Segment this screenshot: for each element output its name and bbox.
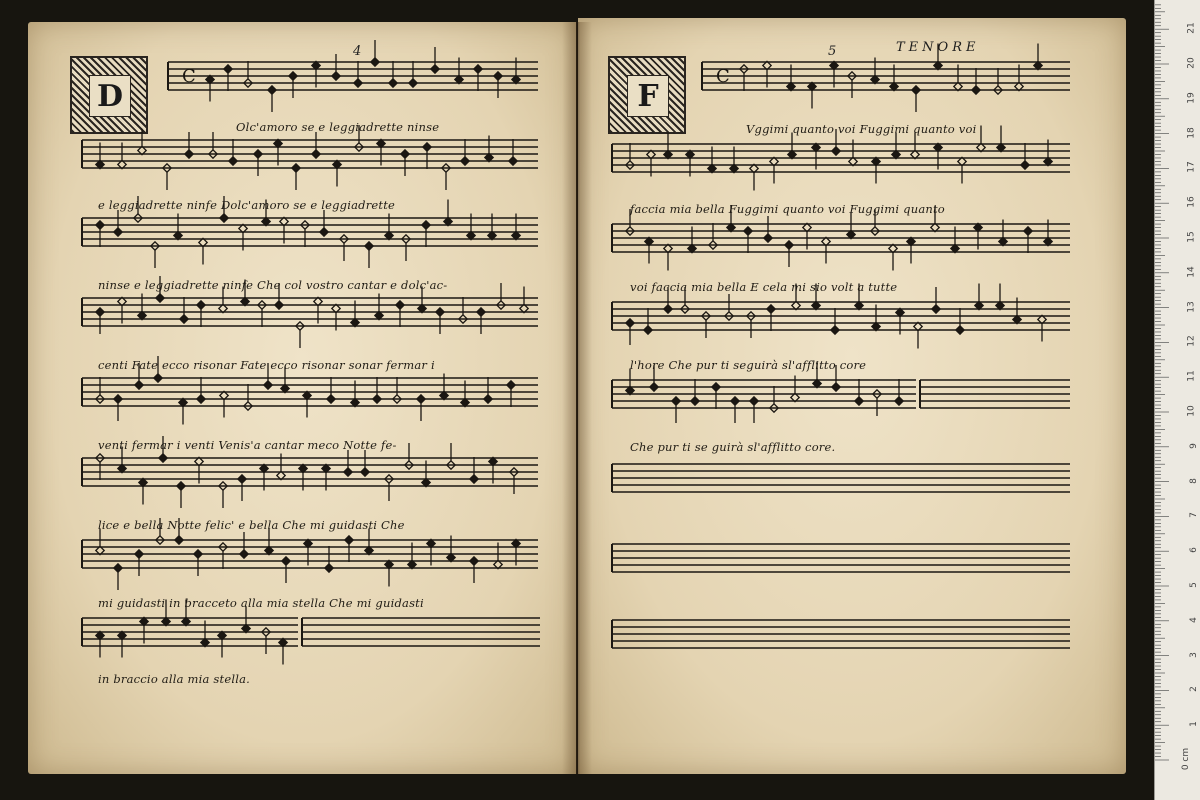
music-staff	[302, 618, 540, 646]
music-staff	[82, 125, 538, 190]
note-head	[254, 150, 262, 158]
lyric-line: centi Fate ecco risonar Fate ecco risonar sonar fermar i	[98, 358, 435, 372]
note-head	[275, 301, 283, 309]
initial-letter-d: D	[89, 75, 131, 117]
note-head	[240, 550, 248, 558]
note-head	[327, 395, 335, 403]
note-head	[509, 157, 517, 165]
note-head	[292, 164, 300, 172]
note-head	[332, 72, 340, 80]
note-head	[764, 234, 772, 242]
note-head	[409, 79, 417, 87]
lyric-line: venti fermar i venti Venis'a cantar meco Notte fe-	[98, 438, 397, 452]
lyric-line: Che pur ti se guirà sl'afflitto core.	[630, 440, 836, 454]
note-head	[114, 395, 122, 403]
lyric-line: l'hore Che pur ti seguirà sl'afflitto core	[630, 358, 867, 372]
note-head	[431, 65, 439, 73]
music-staff	[612, 544, 1070, 572]
music-staff	[702, 44, 1070, 113]
note-head	[177, 482, 185, 490]
ruler-mark-label: 1	[1189, 721, 1200, 728]
lyric-line: mi guidasti in bracceto alla mia stella Che mi guidasti	[98, 596, 424, 610]
note-head	[154, 374, 162, 382]
note-head	[731, 397, 739, 405]
note-head	[396, 301, 404, 309]
note-head	[282, 557, 290, 565]
music-staff	[168, 40, 538, 112]
ruler-mark-label: 2	[1189, 686, 1200, 693]
note-head	[197, 301, 205, 309]
note-head	[114, 228, 122, 236]
note-head	[832, 147, 840, 155]
note-head	[156, 294, 164, 302]
note-head	[268, 86, 276, 94]
note-head	[477, 308, 485, 316]
note-head	[895, 397, 903, 405]
note-head	[185, 150, 193, 158]
right-page-number: 5	[828, 44, 837, 59]
lyric-line: e leggiadrette ninfe Dolc'amoro se e leggiadrette	[98, 198, 396, 212]
ruler-mark-label: 13	[1186, 300, 1197, 313]
note-head	[436, 308, 444, 316]
note-head	[312, 150, 320, 158]
note-head	[373, 395, 381, 403]
ruler-mark-label: 19	[1186, 92, 1197, 104]
note-head	[344, 468, 352, 476]
ruler-mark-label: 7	[1189, 512, 1200, 519]
note-head	[159, 454, 167, 462]
left-page	[28, 22, 576, 774]
ruler-unit-label: 0 cm	[1180, 747, 1191, 771]
note-head	[767, 305, 775, 313]
ruler-mark-label: 5	[1189, 582, 1200, 588]
lyric-line: in braccio alla mia stella.	[98, 672, 251, 686]
note-head	[470, 557, 478, 565]
note-head	[474, 65, 482, 73]
note-head	[712, 383, 720, 391]
note-head	[470, 475, 478, 483]
note-head	[135, 550, 143, 558]
note-head	[345, 536, 353, 544]
mensuration-sign: C	[182, 66, 196, 87]
note-head	[220, 214, 228, 222]
note-head	[180, 315, 188, 323]
ruler-mark-label: 6	[1189, 547, 1200, 554]
note-head	[461, 157, 469, 165]
note-head	[224, 65, 232, 73]
note-head	[831, 326, 839, 334]
note-head	[750, 397, 758, 405]
note-head	[289, 72, 297, 80]
ruler-mark-label: 15	[1186, 231, 1197, 243]
lyric-line: voi faccia mia bella E cela mi sio volt a tutte	[630, 280, 898, 294]
note-head	[371, 58, 379, 66]
voice-part-label: TENORE	[896, 40, 980, 55]
note-head	[956, 326, 964, 334]
right-page	[578, 18, 1126, 774]
note-head	[423, 143, 431, 151]
ruler-mark-label: 17	[1186, 161, 1197, 174]
note-head	[1021, 161, 1029, 169]
note-head	[1024, 227, 1032, 235]
note-head	[194, 550, 202, 558]
measurement-ruler	[1154, 0, 1200, 800]
note-head	[389, 79, 397, 87]
left-page-number: 4	[353, 44, 362, 59]
ruler-mark-label: 14	[1186, 266, 1197, 278]
note-head	[96, 221, 104, 229]
ruler-mark-label: 21	[1186, 22, 1197, 34]
note-head	[361, 468, 369, 476]
ruler-mark-label: 11	[1186, 370, 1197, 382]
left-music-staves	[28, 22, 576, 774]
lyric-line: Vggimi quanto voi Fuggimi quanto voi	[746, 122, 977, 136]
note-head	[96, 308, 104, 316]
note-head	[229, 157, 237, 165]
ruler-mark-label: 4	[1189, 616, 1200, 623]
note-head	[507, 381, 515, 389]
note-head	[664, 305, 672, 313]
note-head	[691, 397, 699, 405]
ruler-mark-label: 9	[1189, 442, 1200, 449]
note-head	[672, 397, 680, 405]
ruler-ticks	[1155, 0, 1200, 800]
note-head	[401, 150, 409, 158]
music-staff	[920, 380, 1070, 408]
note-head	[650, 383, 658, 391]
note-head	[855, 397, 863, 405]
lyric-line: lice e bella Notte felic' e bella Che mi guidasti Che	[98, 518, 405, 532]
note-head	[325, 564, 333, 572]
note-head	[114, 564, 122, 572]
music-staff	[612, 464, 1070, 492]
lyric-line: Olc'amoro se e leggiadrette ninse	[236, 120, 440, 134]
ruler-mark-label: 10	[1186, 405, 1197, 417]
note-head	[264, 381, 272, 389]
ruler-mark-label: 8	[1189, 477, 1200, 484]
note-head	[417, 395, 425, 403]
ruler-mark-label: 12	[1186, 335, 1197, 348]
note-head	[354, 79, 362, 87]
note-head	[644, 326, 652, 334]
note-head	[320, 228, 328, 236]
note-head	[494, 72, 502, 80]
mensuration-sign: C	[716, 66, 730, 87]
initial-letter-f: F	[627, 75, 669, 117]
music-staff	[612, 620, 1070, 648]
note-head	[197, 395, 205, 403]
note-head	[785, 241, 793, 249]
ruler-mark-label: 20	[1186, 57, 1197, 69]
note-head	[912, 86, 920, 94]
ruler-mark-label: 18	[1186, 126, 1197, 139]
note-head	[135, 381, 143, 389]
note-head	[365, 242, 373, 250]
lyric-line: ninse e leggiadrette ninfe Che col vostro cantar e dolc'ac-	[98, 278, 448, 292]
note-head	[484, 395, 492, 403]
note-head	[626, 319, 634, 327]
note-head	[932, 305, 940, 313]
ruler-mark-label: 3	[1189, 651, 1200, 658]
note-head	[972, 86, 980, 94]
ruler-mark-label: 16	[1186, 196, 1197, 208]
note-head	[175, 536, 183, 544]
lyric-line: faccia mia bella Fuggimi quanto voi Fuggimi quanto	[630, 202, 945, 216]
note-head	[238, 475, 246, 483]
note-head	[422, 221, 430, 229]
note-head	[832, 383, 840, 391]
note-head	[744, 227, 752, 235]
